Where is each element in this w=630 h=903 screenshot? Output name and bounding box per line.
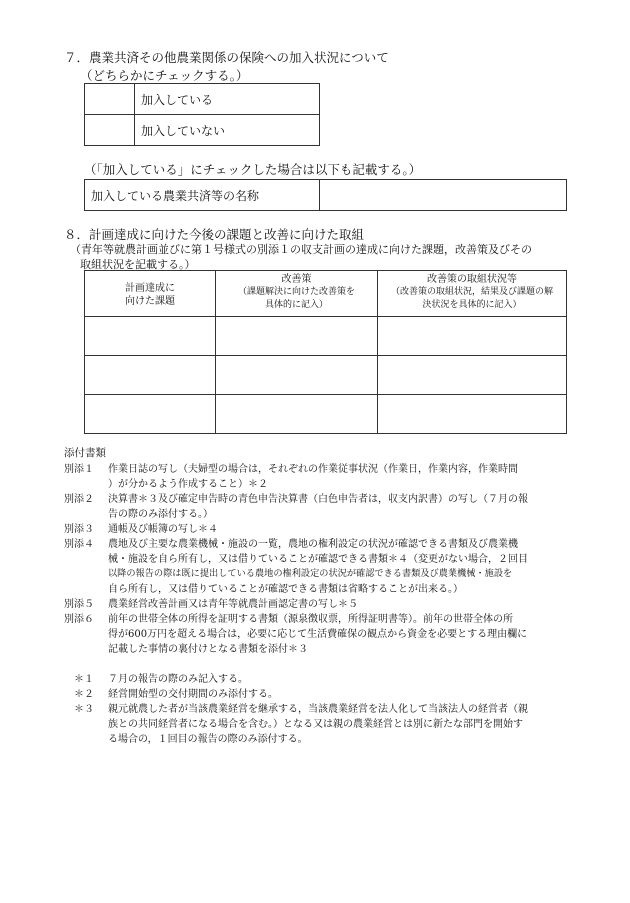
progress-cell[interactable] (378, 395, 567, 434)
attachment-label-5: 別添５ (64, 599, 94, 610)
plan-issues-table (84, 270, 567, 434)
attachment-6-line-2: 得が600万円を超える場合は，必要に応じて生活費確保の観点から資金を必要とする理由欄に (108, 629, 528, 640)
attachment-4-line-4: 自ら所有し，又は借りていることが確認できる書類は省略することが出来る。） (108, 584, 463, 595)
attachment-2-line-2: 告の際のみ添付する。） (108, 509, 213, 520)
footnote-2-line-1: 経営開始型の交付期間のみ添付する。 (108, 689, 278, 700)
insurance-checkbox-table (84, 83, 320, 146)
issue-cell[interactable] (85, 356, 216, 395)
attachment-label-2: 別添２ (64, 494, 94, 505)
attachment-4-line-2: 械・施設を自ら所有し，又は借りていることが確認できる書類＊４（変更がない場合，２回目 (108, 554, 528, 565)
attachment-label-4: 別添４ (64, 539, 94, 550)
col3-sub2: 決状況を具体的に記入） (422, 300, 522, 310)
col-header-issues (85, 271, 216, 317)
section8-title: ８．計画達成に向けた今後の課題と改善に向けた取組 (64, 227, 365, 242)
section7-title: ７．農業共済その他農業関係の保険への加入状況について (64, 50, 389, 65)
col-header-measures (216, 271, 378, 317)
section7-instruction: （どちらかにチェックする。） (80, 68, 249, 83)
issue-cell[interactable] (85, 395, 216, 434)
insurance-name-label: 加入している農業共済等の名称 (85, 180, 320, 211)
progress-cell[interactable] (378, 356, 567, 395)
attachment-5-line-1: 農業経営改善計画又は青年等就農計画認定書の写し＊５ (108, 599, 358, 610)
issue-cell[interactable] (85, 317, 216, 356)
option-enrolled-label: 加入している (135, 84, 320, 115)
attachments-heading: 添付書類 (64, 447, 106, 459)
attachment-2-line-1: 決算書＊３及び確定申告時の青色申告決算書（白色申告者は，収支内訳書）の写し（７月の報 (108, 494, 528, 505)
col2-title: 改善策 (281, 274, 312, 285)
attachment-label-6: 別添６ (64, 614, 94, 625)
attachment-label-1: 別添１ (64, 464, 94, 475)
attachment-6-line-1: 前年の世帯全体の所得を証明する書類（源泉徴収票，所得証明書等）。前年の世帯全体の所 (108, 614, 513, 625)
col2-sub1: （課題解決に向けた改善策を (237, 287, 355, 297)
attachment-1-line-2: ）が分かるよう作成すること）＊２ (108, 479, 268, 490)
footnote-3-line-2: 族との共同経営者になる場合を含む。）となる又は親の農業経営とは別に新たな部門を開始す (108, 719, 523, 730)
section8-instruction-line1: （青年等就農計画並びに第１号様式の別添１の収支計画の達成に向けた課題，改善策及びその (70, 243, 532, 256)
checkbox-not-enrolled[interactable] (85, 115, 135, 146)
progress-cell[interactable] (378, 317, 567, 356)
attachment-label-3: 別添３ (64, 524, 94, 535)
measure-cell[interactable] (216, 395, 378, 434)
option-not-enrolled-label: 加入していない (135, 115, 320, 146)
measure-cell[interactable] (216, 356, 378, 395)
footnote-label-2: ＊２ (74, 689, 94, 700)
insurance-name-field[interactable] (320, 180, 567, 211)
footnote-3-line-3: る場合の，１回目の報告の際のみ添付する。 (108, 734, 308, 745)
col1-line1: 計画達成に (125, 282, 175, 294)
measure-cell[interactable] (216, 317, 378, 356)
checkbox-enrolled[interactable] (85, 84, 135, 115)
attachment-6-line-3: 記載した事情の裏付けとなる書類を添付＊３ (108, 644, 308, 655)
col-header-progress (378, 271, 567, 317)
attachment-3-line-1: 通帳及び帳簿の写し＊４ (108, 524, 218, 535)
footnote-label-3: ＊３ (74, 704, 94, 715)
col3-sub1: （改善策の取組状況，結果及び課題の解 (390, 287, 553, 297)
insurance-name-table (84, 179, 567, 211)
col1-line2: 向けた課題 (125, 295, 175, 307)
col3-title: 改善策の取組状況等 (427, 274, 517, 285)
section8-instruction-line2: 取組状況を記載する。） (80, 258, 196, 271)
footnote-label-1: ＊１ (74, 674, 94, 685)
attachment-1-line-1: 作業日誌の写し（夫婦型の場合は，それぞれの作業従事状況（作業日，作業内容，作業時間 (108, 464, 518, 475)
footnote-1-line-1: ７月の報告の際のみ記入する。 (108, 674, 248, 685)
attachment-4-line-3: 以降の報告の際は既に提出している農地の権利設定の状況が確認できる書類及び農業機械・施設を (108, 568, 513, 579)
attachment-4-line-1: 農地及び主要な農業機械・施設の一覧，農地の権利設定の状況が確認できる書類及び農業機 (108, 539, 518, 550)
section7-note: （「加入している」にチェックした場合は以下も記載する。） (84, 162, 422, 177)
col2-sub2: 具体的に記入） (264, 300, 328, 310)
footnote-3-line-1: 親元就農した者が当該農業経営を継承する，当該農業経営を法人化して当該法人の経営者（親 (108, 704, 528, 715)
